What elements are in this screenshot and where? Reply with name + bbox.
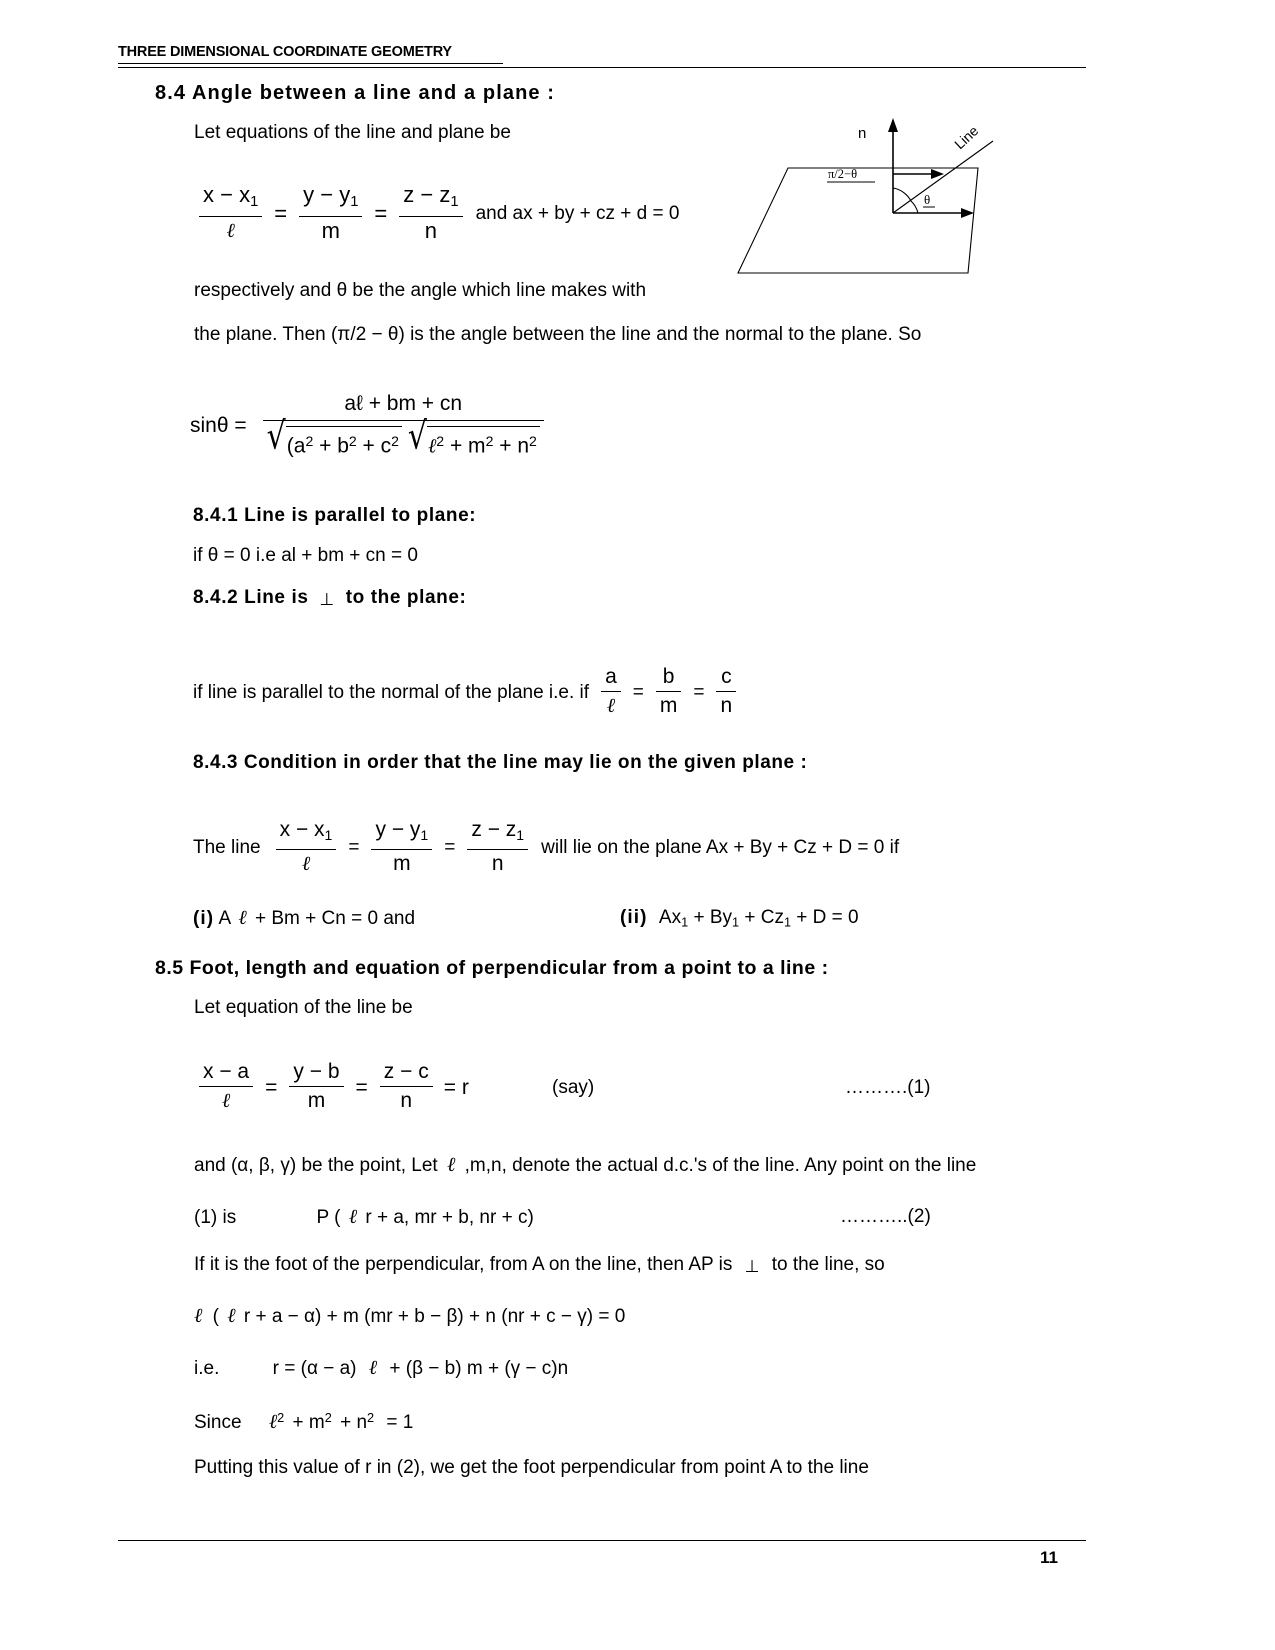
condition-i-text-b: + Bm + Cn = 0 and xyxy=(255,908,416,929)
e1-equals-r: = r xyxy=(443,1075,469,1099)
arc-theta xyxy=(911,201,918,213)
lp-fraction-x-numerator: $x - x_1$ xyxy=(279,818,333,843)
fraction-b-denominator: m xyxy=(656,691,682,719)
radical-body-abc: ($a^2 + b^2 + c^2$ xyxy=(286,426,402,459)
e1-fraction-y xyxy=(289,1059,343,1114)
condition-i-label: (i) xyxy=(193,908,215,929)
fraction-c xyxy=(716,664,736,719)
condition-ii-label: (ii) xyxy=(620,907,648,928)
fraction-y-denominator: m xyxy=(299,216,362,244)
fraction-x-numerator: $x - x_1$ xyxy=(203,182,259,211)
paragraph-point-p-lead: (1) is xyxy=(194,1207,237,1228)
equation-dot-product xyxy=(194,1303,625,1330)
page-number: 11 xyxy=(1040,1548,1058,1567)
fraction-z-numerator: $z - z_1$ xyxy=(403,182,459,211)
radical-lmn xyxy=(407,414,540,459)
equation-direction-cosines xyxy=(194,1405,413,1436)
dot-ell-2: ℓ xyxy=(227,1305,236,1327)
normal-arrowhead xyxy=(888,118,898,132)
paragraph-foot-perpendicular xyxy=(194,1252,885,1278)
diagram-label-theta: θ xyxy=(924,192,931,207)
equals-1: = xyxy=(274,201,288,227)
condition-ii xyxy=(620,905,859,936)
fraction-c-numerator: c xyxy=(721,665,732,688)
plane-parallelogram xyxy=(738,168,978,273)
fraction-a-numerator: a xyxy=(605,665,617,688)
diagram-label-half-pi-minus-theta: π/2−θ xyxy=(828,167,858,181)
section-8-4-2-body-row xyxy=(193,665,741,720)
running-head-text: THREE DIMENSIONAL COORDINATE GEOMETRY xyxy=(118,44,452,60)
paragraph-point-alpha xyxy=(194,1152,976,1179)
paragraph-foot-perpendicular-a: If it is the foot of the perpendicular, from A on the line, then AP is xyxy=(194,1254,733,1275)
section-8-5-title: 8.5 Foot, length and equation of perpendicular from a point to a line : xyxy=(155,957,829,979)
condition-ii-text: $Ax_1 + By_1 + Cz_1 + D = 0$ xyxy=(658,907,859,930)
equals-2: = xyxy=(374,201,388,227)
lp-equals-2: = xyxy=(444,836,456,858)
equation-1-line xyxy=(194,1060,469,1115)
section-8-4-title: 8.4 Angle between a line and a plane : xyxy=(155,82,556,104)
section-8-5-intro: Let equation of the line be xyxy=(194,997,413,1018)
section-8-4-2-title-b: to the plane: xyxy=(345,587,467,608)
dc-sup-2: 2 xyxy=(324,1410,332,1425)
condition-i xyxy=(193,905,415,932)
running-head xyxy=(118,44,1086,60)
lp-fraction-y-numerator: $y - y_1$ xyxy=(375,818,429,843)
paragraph-putting-value: Putting this value of r in (2), we get the foot perpendicular from point A to the line xyxy=(194,1457,869,1478)
dc-equals-one: = 1 xyxy=(386,1411,414,1433)
paragraph-point-alpha-ell: ℓ xyxy=(447,1154,456,1176)
dc-sup-3: 2 xyxy=(367,1410,375,1425)
e1-equals-1: = xyxy=(265,1075,278,1099)
dc-m: + m xyxy=(292,1411,325,1433)
paragraph-respectively: respectively and θ be the angle which line makes with xyxy=(194,280,647,301)
dot-open: ( xyxy=(212,1306,219,1327)
radical-abc xyxy=(266,414,402,459)
section-8-4-2-title xyxy=(193,585,466,611)
condition-i-text-a: A xyxy=(218,908,231,929)
paragraph-point-p xyxy=(194,1204,534,1231)
dc-ell: ℓ xyxy=(268,1410,278,1433)
lp-fraction-z-numerator: $z - z_1$ xyxy=(471,818,525,843)
fraction-b xyxy=(656,664,682,719)
fraction-z-denominator: n xyxy=(399,216,462,244)
sin-theta-denominator xyxy=(263,414,544,459)
perpendicular-icon: ⊥ xyxy=(319,590,335,609)
r-value-rest: + (β − b) m + (γ − c)n xyxy=(389,1358,569,1379)
e1-fraction-x-numerator: x − a xyxy=(203,1060,250,1083)
base-arrowhead xyxy=(961,208,974,218)
dc-n: + n xyxy=(340,1411,368,1433)
lp-fraction-z-denominator: n xyxy=(467,849,528,877)
abc-equals-1: = xyxy=(632,681,644,703)
fraction-y xyxy=(299,182,362,244)
radical-sign-lmn: √ xyxy=(407,414,427,459)
lp-tail: will lie on the plane Ax + By + Cz + D = 0 if xyxy=(541,836,900,858)
r-value-ie: i.e. xyxy=(194,1358,220,1379)
dot-ell-1: ℓ xyxy=(194,1305,203,1327)
fraction-y-numerator: $y - y_1$ xyxy=(303,182,359,211)
fraction-z xyxy=(399,182,462,244)
lp-fraction-x-denominator: ℓ xyxy=(276,849,337,877)
paragraph-foot-perpendicular-b: to the line, so xyxy=(771,1254,885,1275)
radical-sign-abc: √ xyxy=(266,414,286,459)
equation-r-value xyxy=(194,1355,568,1382)
equation-2-ref: ………..(2) xyxy=(840,1206,931,1227)
e1-fraction-y-denominator: m xyxy=(289,1086,343,1114)
diagram-svg xyxy=(728,108,1028,293)
equation-1-say: (say) xyxy=(552,1077,595,1098)
dc-since: Since xyxy=(194,1411,242,1433)
paragraph-point-alpha-b: ,m,n, denote the actual d.c.'s of the line. Any point on the line xyxy=(464,1155,977,1176)
the-line-lead: The line xyxy=(193,836,261,858)
section-8-4-1-title: 8.4.1 Line is parallel to plane: xyxy=(193,505,477,526)
oblique-line xyxy=(893,141,993,213)
sin-theta-numerator: aℓ + bm + cn xyxy=(344,392,463,415)
e1-fraction-y-numerator: y − b xyxy=(293,1060,340,1083)
fraction-x xyxy=(199,182,262,244)
header-rule-short xyxy=(118,63,503,64)
fraction-b-numerator: b xyxy=(662,665,675,688)
abc-equals-2: = xyxy=(693,681,705,703)
e1-fraction-x xyxy=(199,1059,253,1114)
paragraph-point-alpha-a: and (α, β, γ) be the point, Let xyxy=(194,1155,438,1176)
equation-sin-theta xyxy=(190,392,549,460)
equation-1-ref: ……….(1) xyxy=(845,1077,931,1098)
paragraph-point-p-ell: ℓ xyxy=(348,1206,358,1228)
paragraph-point-p-open: P ( xyxy=(316,1207,341,1228)
diagram-label-n: n xyxy=(858,125,867,142)
sin-theta-lhs: sinθ = xyxy=(190,414,247,438)
e1-fraction-z-denominator: n xyxy=(380,1086,433,1114)
e1-equals-2: = xyxy=(355,1075,368,1099)
header-rule-long xyxy=(118,67,1086,68)
equation-line-on-plane xyxy=(193,818,899,878)
section-8-4-2-title-a: 8.4.2 Line is xyxy=(193,587,309,608)
section-8-4-2-body: if line is parallel to the normal of the plane i.e. if xyxy=(193,681,590,703)
paragraph-point-p-rest: r + a, mr + b, nr + c) xyxy=(365,1207,534,1228)
condition-i-ell: ℓ xyxy=(238,907,247,929)
lp-fraction-y xyxy=(371,817,432,877)
paragraph-normal-angle: the plane. Then (π/2 − θ) is the angle between the line and the normal to the plane. So xyxy=(194,324,922,345)
dc-sup-1: 2 xyxy=(277,1410,285,1425)
r-value-ell: ℓ xyxy=(368,1357,378,1379)
section-8-4-intro: Let equations of the line and plane be xyxy=(194,122,511,143)
dot-rest: r + a − α) + m (mr + b − β) + n (nr + c − γ) = 0 xyxy=(243,1306,626,1327)
fraction-c-denominator: n xyxy=(716,691,736,719)
diagram-label-line: Line xyxy=(951,122,982,153)
e1-fraction-z xyxy=(380,1059,433,1114)
fraction-a xyxy=(601,664,621,719)
lp-fraction-x xyxy=(276,817,337,877)
lp-fraction-z xyxy=(467,817,528,877)
fraction-a-denominator: ℓ xyxy=(601,691,621,719)
e1-fraction-z-numerator: z − c xyxy=(383,1060,429,1083)
lp-fraction-y-denominator: m xyxy=(371,849,432,877)
r-value-lhs: r = (α − a) xyxy=(272,1358,357,1379)
arc-half-pi-minus-theta xyxy=(893,188,911,201)
e1-fraction-x-denominator: ℓ xyxy=(199,1086,253,1114)
lp-equals-1: = xyxy=(348,836,360,858)
section-8-4-3-title: 8.4.3 Condition in order that the line may lie on the given plane : xyxy=(193,752,808,773)
sin-theta-fraction xyxy=(263,391,544,459)
footer-rule xyxy=(118,1540,1086,1541)
equation-line-plane xyxy=(194,183,679,245)
line-plane-diagram xyxy=(728,108,1028,293)
fraction-x-denominator: ℓ xyxy=(199,216,262,244)
radical-body-lmn: ℓ$^2$ + $m^2 + n^2$ xyxy=(427,426,540,459)
section-8-4-1-body: if θ = 0 i.e al + bm + cn = 0 xyxy=(193,545,418,566)
plane-equation-text: and ax + by + cz + d = 0 xyxy=(475,203,680,225)
perpendicular-icon-2: ⊥ xyxy=(744,1257,760,1276)
